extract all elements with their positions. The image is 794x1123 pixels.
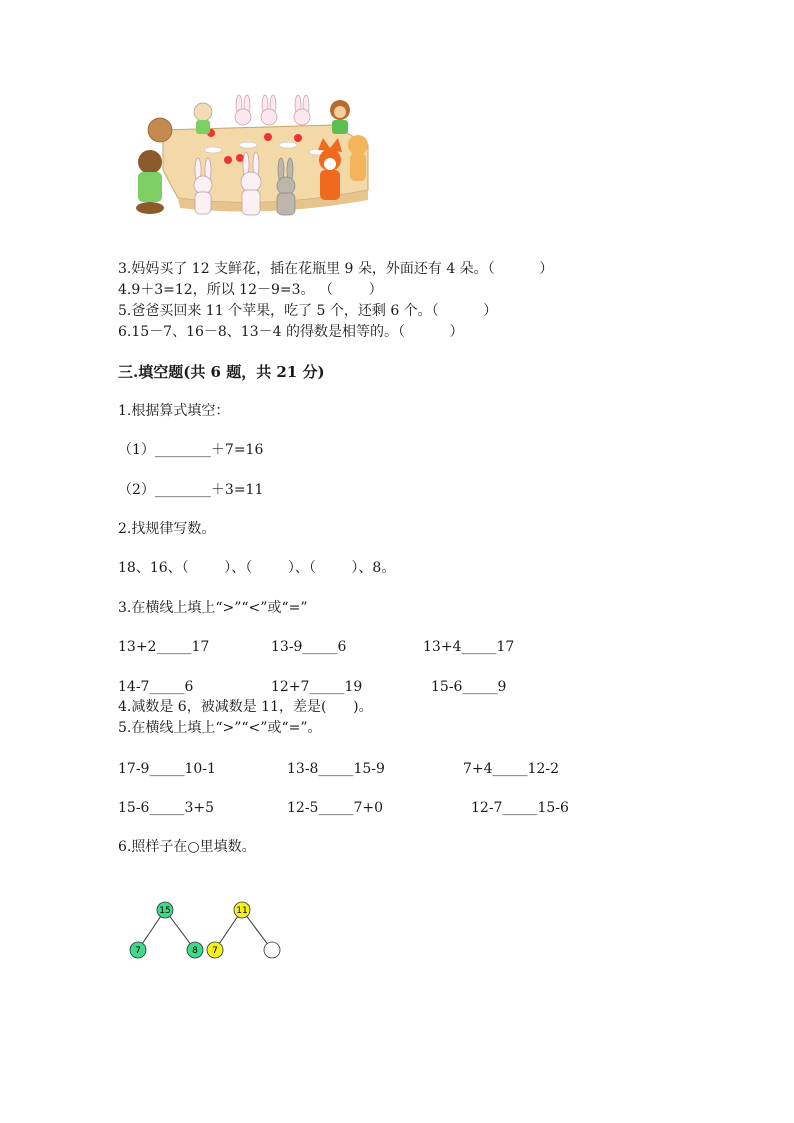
q5-r1-c2: 13-8_____15-9 [287,761,385,777]
q5-r2-c1: 15-6_____3+5 [118,800,214,816]
number-bond-diagram [118,895,298,970]
bond1-right-value: 8 [192,946,198,956]
q3-title: 3.在横线上填上“>”“<”或“=” [118,600,308,616]
q1-title: 1.根据算式填空： [118,403,230,419]
q3-r1-c1: 13+2_____17 [118,639,210,655]
section-title: 三.填空题(共 6 题，共 21 分) [118,363,325,381]
q5-r1-c1: 17-9_____10-1 [118,761,216,777]
animals-table-illustration [118,90,388,225]
q5-r2-c2: 12-5_____7+0 [287,800,383,816]
judge-item-5: 5.爸爸买回来 11 个苹果，吃了 5 个，还剩 6 个。（ ） [118,303,498,319]
q3-r1-c2: 13-9_____6 [271,639,347,655]
q5-r1-c3: 7+4_____12-2 [463,761,559,777]
q1-line-2: （2）________＋3=11 [118,482,264,498]
bond1-top-value: 15 [159,906,171,916]
q4-text: 4.减数是 6，被减数是 11，差是( )。 [118,699,373,715]
judge-item-6: 6.15－7、16－8、13－4 的得数是相等的。（ ） [118,324,464,340]
q1-line-1: （1）________＋7=16 [118,442,264,458]
q5-r2-c3: 12-7_____15-6 [471,800,569,816]
q6-title: 6.照样子在○里填数。 [118,839,256,855]
q3-r2-c3: 15-6_____9 [431,679,507,695]
q2-title: 2.找规律写数。 [118,521,216,537]
q5-title: 5.在横线上填上“>”“<”或“=”。 [118,720,322,736]
q3-r2-c1: 14-7_____6 [118,679,194,695]
bond2-right-circle-empty[interactable] [264,942,280,958]
judge-item-3: 3.妈妈买了 12 支鲜花，插在花瓶里 9 朵，外面还有 4 朵。（ ） [118,261,554,277]
judge-item-4: 4.9＋3=12，所以 12－9=3。 （ ） [118,282,383,298]
q3-r2-c2: 12+7_____19 [271,679,363,695]
bond2-left-value: 7 [212,946,218,956]
bond2-top-value: 11 [236,906,248,916]
q3-r1-c3: 13+4_____17 [423,639,515,655]
bond1-left-value: 7 [135,946,141,956]
q2-sequence: 18、16、（ ）、（ ）、（ ）、8。 [118,560,396,576]
